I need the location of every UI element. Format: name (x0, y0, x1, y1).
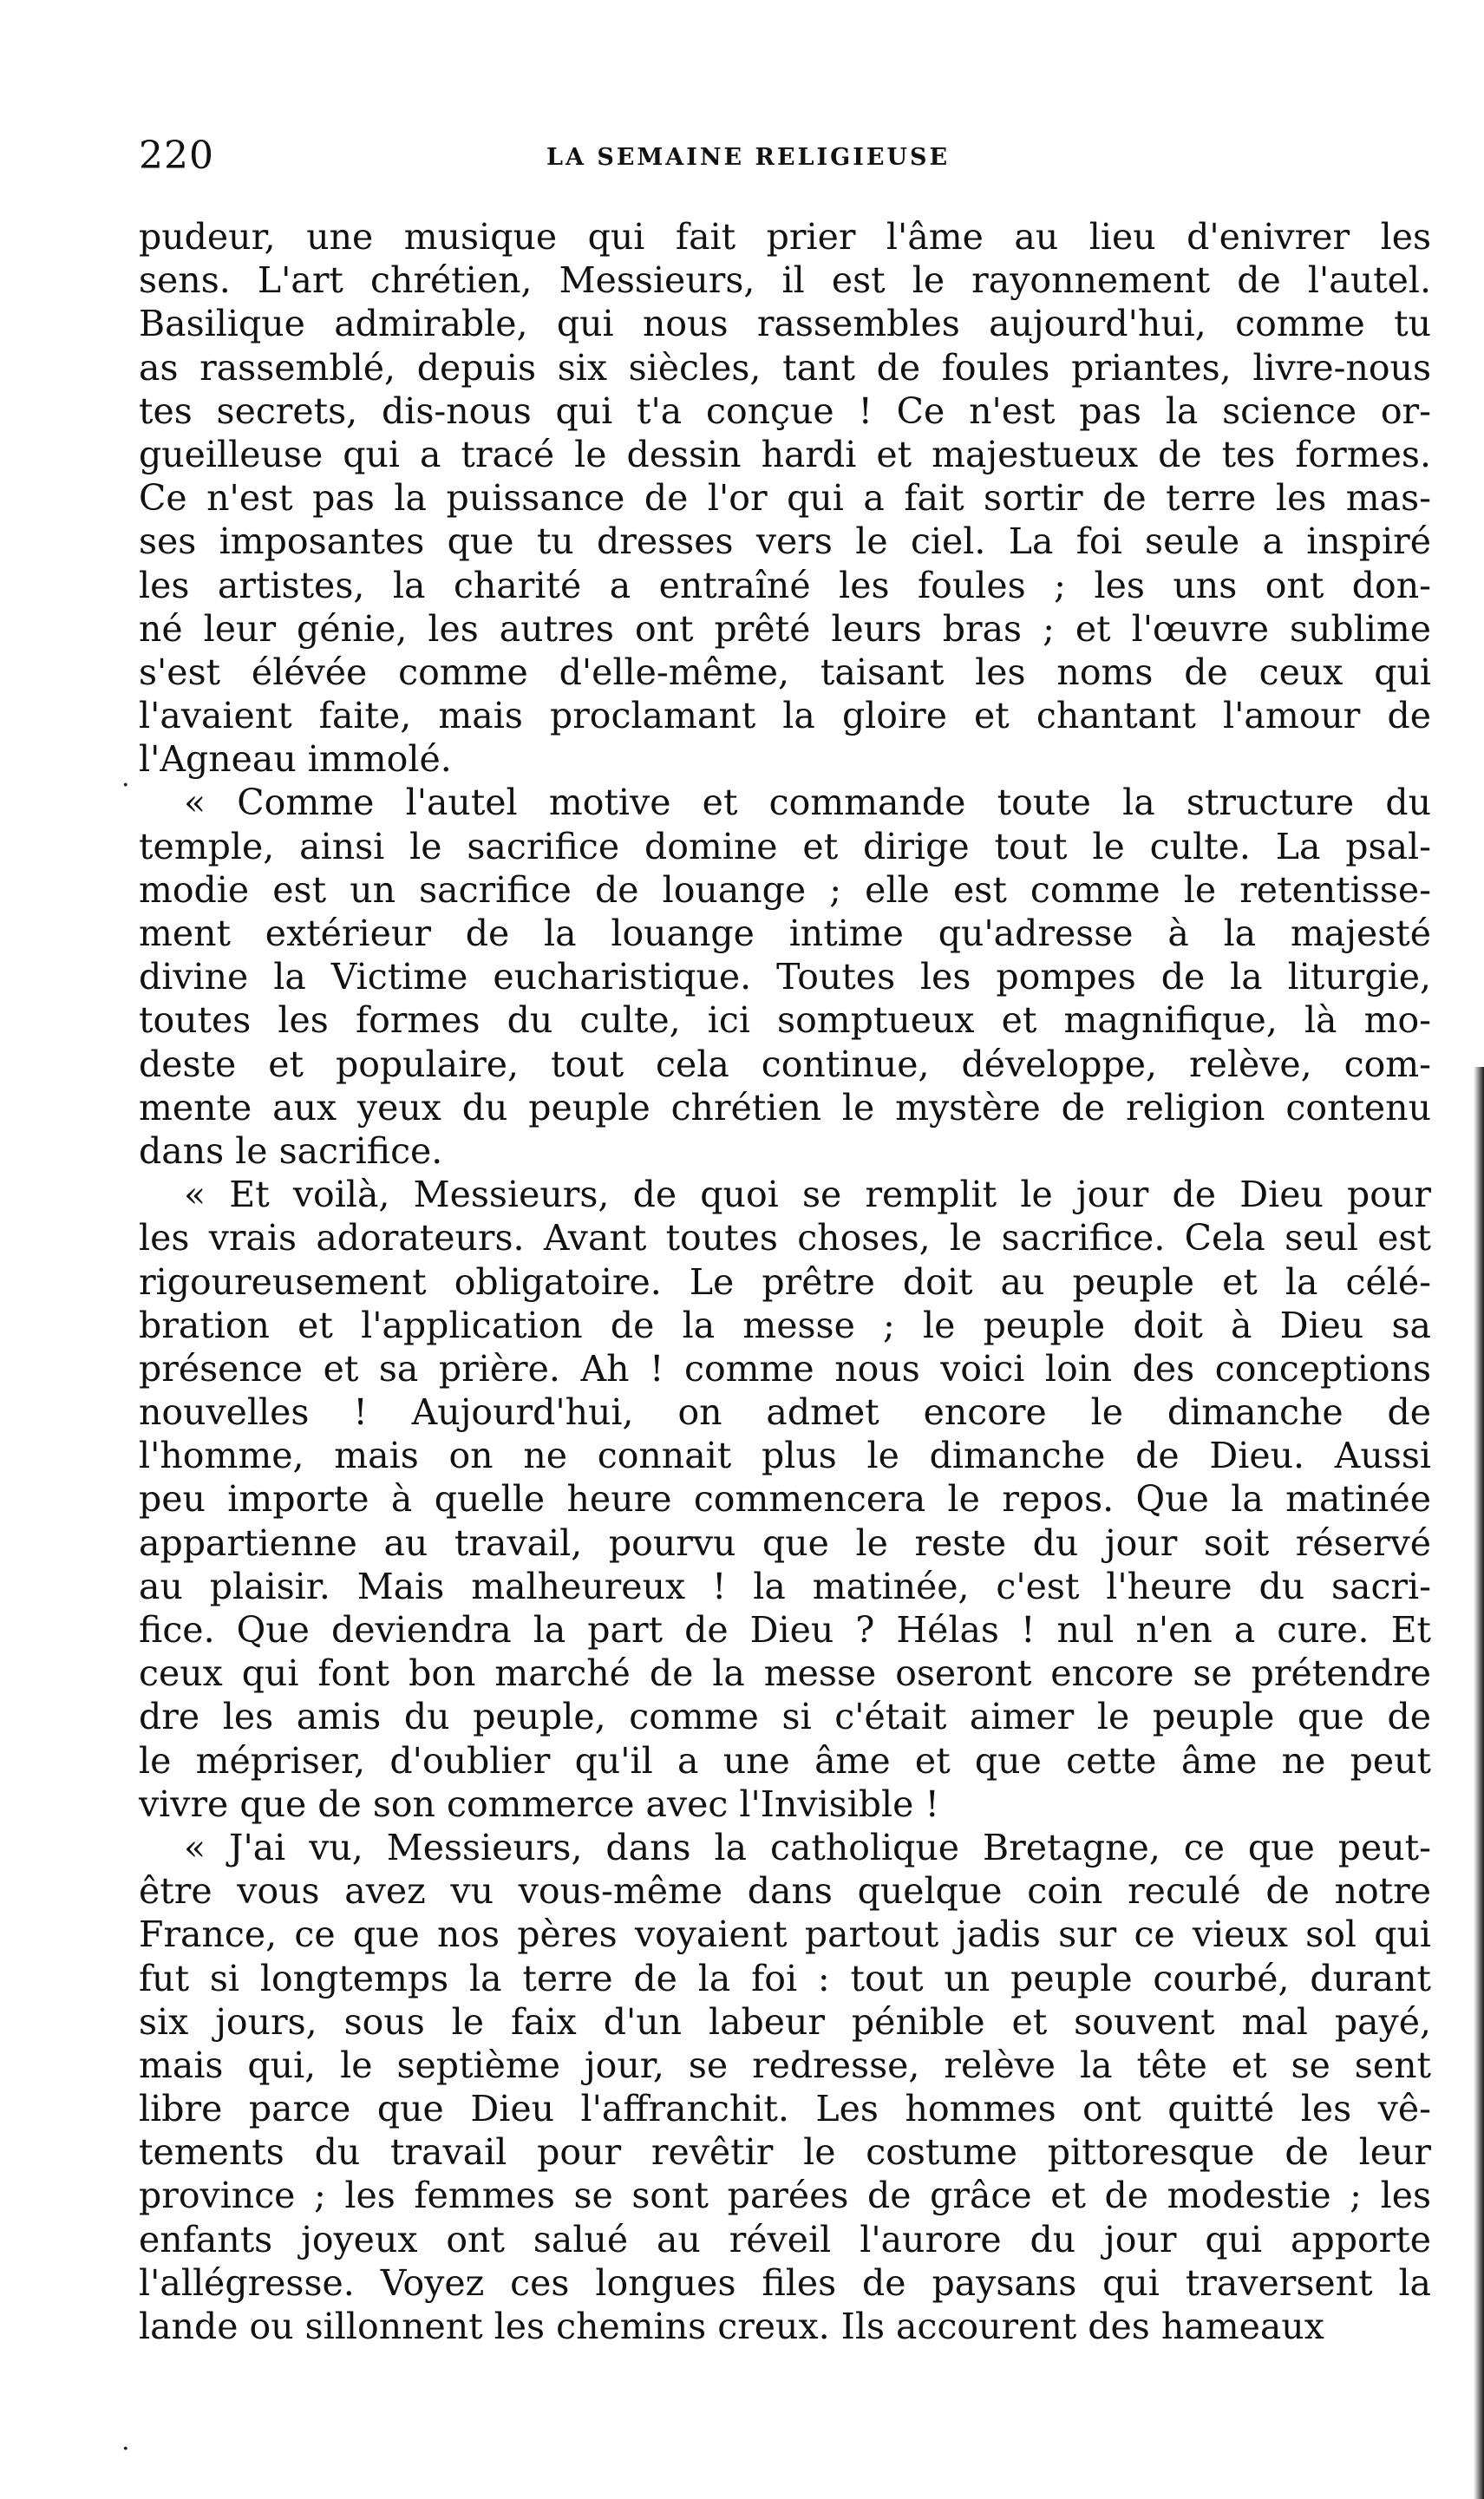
text-line: fice. Que deviendra la part de Dieu ? Hélas ! nul n'en a cure. Et (139, 1609, 1431, 1651)
margin-dot: . (121, 2426, 130, 2456)
text-line: gueilleuse qui a tracé le dessin hardi et majestueux de tes formes. (139, 433, 1431, 475)
margin-dot: . (121, 762, 130, 793)
text-line: les vrais adorateurs. Avant toutes choses, le sacrifice. Cela seul est (139, 1217, 1431, 1259)
running-head: LA SEMAINE RELIGIEUSE (546, 144, 951, 171)
text-line: le mépriser, d'oublier qu'il a une âme et que cette âme ne peut (139, 1739, 1431, 1782)
text-line: tements du travail pour revêtir le costume pittoresque de leur (139, 2131, 1431, 2174)
text-line: tes secrets, dis-nous qui t'a conçue ! Ce n'est pas la science or- (139, 389, 1431, 432)
text-line: fut si longtemps la terre de la foi : tout un peuple courbé, durant (139, 1957, 1431, 1999)
text-line: lande ou sillonnent les chemins creux. Ils accourent des hameaux (139, 2306, 1324, 2347)
text-line: présence et sa prière. Ah ! comme nous voici loin des conceptions (139, 1347, 1431, 1390)
text-line: sens. L'art chrétien, Messieurs, il est le rayonnement de l'autel. (139, 259, 1431, 302)
text-line: être vous avez vu vous-même dans quelque coin reculé de notre (139, 1870, 1431, 1913)
text-line: l'allégresse. Voyez ces longues files de paysans qui traversent la (139, 2261, 1431, 2304)
text-line: bration et l'application de la messe ; le peuple doit à Dieu sa (139, 1304, 1431, 1346)
text-line: vivre que de son commerce avec l'Invisible ! (139, 1783, 939, 1825)
text-line: rigoureusement obligatoire. Le prêtre doit au peuple et la célé- (139, 1260, 1431, 1303)
text-line: né leur génie, les autres ont prêté leurs bras ; et l'œuvre sublime (139, 607, 1431, 650)
page-number: 220 (139, 134, 214, 178)
paragraph (139, 215, 1431, 781)
text-line: as rassemblé, depuis six siècles, tant de foules priantes, livre-nous (139, 346, 1431, 389)
text-line: province ; les femmes se sont parées de grâce et de modestie ; les (139, 2175, 1431, 2217)
text-line: « Comme l'autel motive et commande toute la structure du (184, 782, 1431, 824)
text-line: l'Agneau immolé. (139, 738, 452, 781)
text-line: pudeur, une musique qui fait prier l'âme au lieu d'enivrer les (139, 216, 1431, 258)
text-line: peu importe à quelle heure commencera le repos. Que la matinée (139, 1478, 1431, 1521)
text-line: six jours, sous le faix d'un labeur pénible et souvent mal payé, (139, 2000, 1431, 2043)
text-line: libre parce que Dieu l'affranchit. Les hommes ont quitté les vê- (139, 2088, 1431, 2130)
text-line: nouvelles ! Aujourd'hui, on admet encore le dimanche de (139, 1391, 1431, 1434)
text-line: appartienne au travail, pourvu que le reste du jour soit réservé (139, 1521, 1431, 1564)
text-line: ment extérieur de la louange intime qu'adresse à la majesté (139, 913, 1431, 954)
paragraph (139, 1173, 1431, 1826)
text-line: France, ce que nos pères voyaient partout jadis sur ce vieux sol qui (139, 1914, 1431, 1956)
text-line: enfants joyeux ont salué au réveil l'aurore du jour qui apporte (139, 2218, 1431, 2260)
text-line: l'homme, mais on ne connait plus le dimanche de Dieu. Aussi (139, 1435, 1431, 1477)
paragraph (139, 781, 1431, 1173)
text-line: l'avaient faite, mais proclamant la gloire et chantant l'amour de (139, 695, 1431, 737)
text-line: modie est un sacrifice de louange ; elle est comme le retentisse- (139, 868, 1431, 911)
text-line: temple, ainsi le sacrifice domine et dirige tout le culte. La psal- (139, 825, 1431, 867)
paragraph (139, 1826, 1431, 2348)
text-line: mais qui, le septième jour, se redresse, relève la tête et se sent (139, 2044, 1431, 2086)
text-line: au plaisir. Mais malheureux ! la matinée, c'est l'heure du sacri- (139, 1565, 1431, 1607)
page-edge-shadow (1474, 1067, 1484, 2499)
text-line: s'est élévée comme d'elle-même, taisant les noms de ceux qui (139, 651, 1431, 693)
text-line: ses imposantes que tu dresses vers le ciel. La foi seule a inspiré (139, 520, 1431, 563)
text-line: « Et voilà, Messieurs, de quoi se remplit le jour de Dieu pour (184, 1174, 1431, 1216)
text-line: mente aux yeux du peuple chrétien le mystère de religion contenu (139, 1086, 1431, 1128)
text-line: dans le sacrifice. (139, 1129, 443, 1172)
text-line: « J'ai vu, Messieurs, dans la catholique Bretagne, ce que peut- (184, 1826, 1431, 1868)
text-line: divine la Victime eucharistique. Toutes les pompes de la liturgie, (139, 956, 1431, 998)
text-line: Ce n'est pas la puissance de l'or qui a fait sortir de terre les mas- (139, 477, 1431, 520)
text-line: Basilique admirable, qui nous rassembles aujourd'hui, comme tu (139, 303, 1431, 345)
page-header (139, 130, 1447, 191)
text-line: les artistes, la charité a entraîné les foules ; les uns ont don- (139, 564, 1431, 606)
text-line: dre les amis du peuple, comme si c'était aimer le peuple que de (139, 1696, 1431, 1738)
text-line: ceux qui font bon marché de la messe oseront encore se prétendre (139, 1652, 1431, 1695)
body-text (139, 215, 1431, 2348)
text-line: toutes les formes du culte, ici somptueux et magnifique, là mo- (139, 999, 1431, 1042)
text-line: deste et populaire, tout cela continue, développe, relève, com- (139, 1043, 1431, 1085)
